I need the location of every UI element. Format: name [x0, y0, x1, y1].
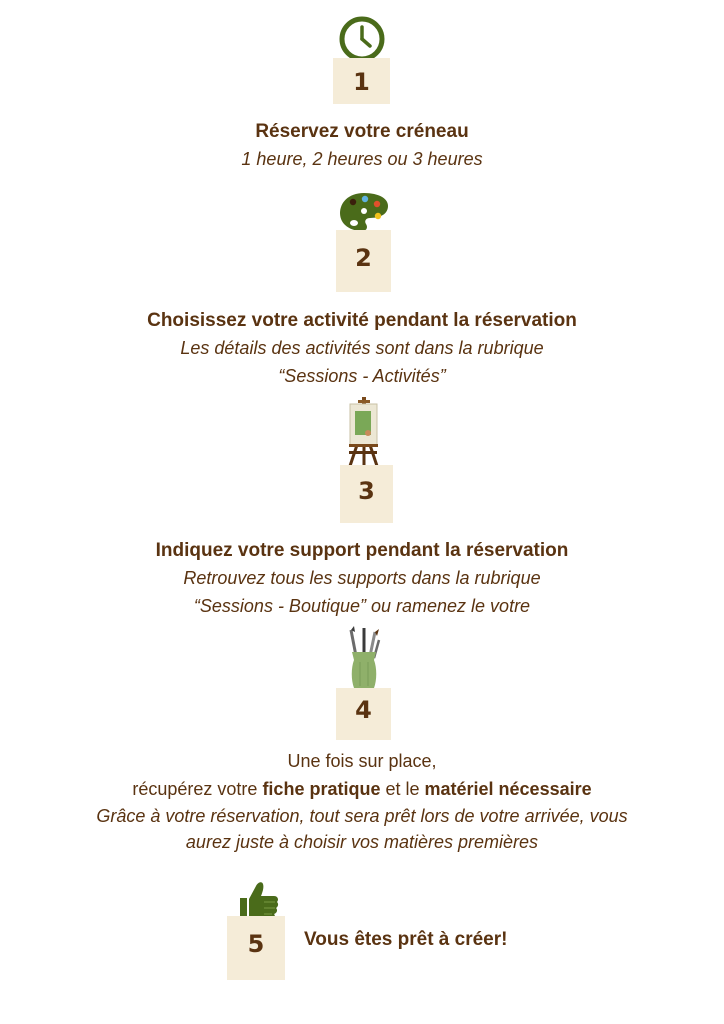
step-number-badge: 5: [227, 916, 285, 980]
step-number-badge: 3: [340, 465, 393, 523]
step-subtitle-line: “Sessions - Boutique” ou ramenez le votre: [193, 596, 531, 616]
step-title: Indiquez votre support pendant la réservation: [155, 540, 569, 561]
step-text-line-rich: [0, 779, 724, 800]
step-subtitle-line: “Sessions - Activités”: [278, 366, 446, 386]
step-subtitle-line: Retrouvez tous les supports dans la rubrique: [183, 568, 541, 588]
step-subtitle: 1 heure, 2 heures ou 3 heures: [241, 149, 483, 169]
step-subtitle-line: Les détails des activités sont dans la rubrique: [180, 338, 544, 358]
text-fragment: récupérez votre: [132, 779, 263, 799]
step-number-badge: 4: [336, 688, 391, 740]
emphasis-fiche-pratique: fiche pratique: [262, 779, 381, 799]
palette-icon: [338, 190, 390, 234]
step-title-final: Vous êtes prêt à créer!: [304, 929, 508, 950]
step-title: Choisissez votre activité pendant la réservation: [147, 310, 577, 331]
text-fragment: et le: [380, 779, 425, 799]
step-subtitle-line: Grâce à votre réservation, tout sera prêt lors de votre arrivée, vous: [96, 806, 628, 826]
step-subtitle-line: aurez juste à choisir vos matières premières: [185, 832, 539, 852]
clock-icon: [339, 16, 385, 62]
step-text-line: Une fois sur place,: [287, 751, 437, 771]
step-number-badge: 2: [336, 230, 391, 292]
step-title: Réservez votre créneau: [255, 121, 469, 142]
step-number-badge: 1: [333, 58, 390, 104]
emphasis-materiel: matériel nécessaire: [424, 779, 592, 799]
brush-jar-icon: [346, 626, 382, 690]
easel-icon: [343, 395, 383, 471]
